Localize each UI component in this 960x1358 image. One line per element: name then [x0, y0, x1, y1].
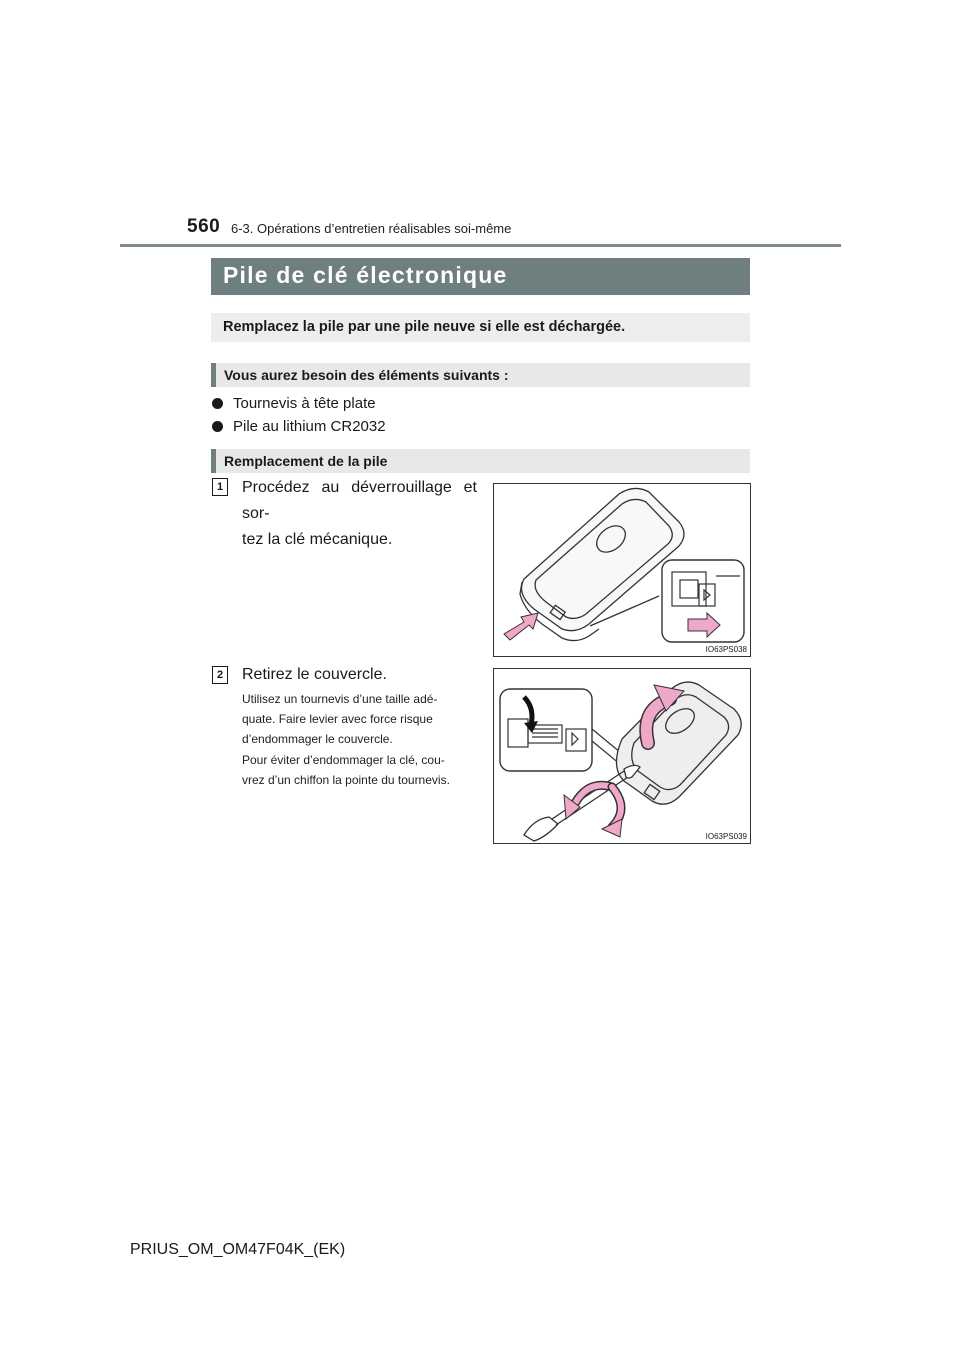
note-line: Pour éviter d’endommager la clé, cou-	[242, 753, 445, 767]
list-item-text: Pile au lithium CR2032	[233, 418, 386, 435]
key-unlock-illustration	[494, 484, 750, 656]
replacement-heading: Remplacement de la pile	[224, 453, 388, 469]
step-number-badge: 1	[212, 478, 228, 496]
list-item-text: Tournevis à tête plate	[233, 395, 376, 412]
bullet-icon	[212, 398, 223, 409]
document-footer: PRIUS_OM_OM47F04K_(EK)	[130, 1241, 346, 1258]
step-2-note	[242, 689, 478, 749]
items-heading-box	[211, 363, 750, 387]
figure-code-label: IO63PS038	[705, 645, 747, 654]
items-heading: Vous aurez besoin des éléments suivants :	[224, 367, 509, 383]
intro-box	[211, 313, 750, 342]
list-item	[212, 418, 386, 435]
figure-step-2	[493, 668, 751, 844]
step-1-text-line: tez la clé mécanique.	[242, 531, 393, 548]
chapter-header: 6-3. Opérations d’entretien réalisables soi-même	[231, 221, 512, 236]
heading-accent-bar	[211, 449, 216, 473]
section-title-bar	[211, 258, 750, 295]
figure-code-label: IO63PS039	[705, 832, 747, 841]
page-title: Pile de clé électronique	[223, 262, 508, 288]
step-1-text	[242, 475, 477, 553]
note-line: quate. Faire levier avec force risque	[242, 712, 433, 726]
intro-text: Remplacez la pile par une pile neuve si elle est déchargée.	[223, 319, 626, 335]
step-number-badge: 2	[212, 666, 228, 684]
header-rule	[120, 244, 841, 247]
replacement-heading-box	[211, 449, 750, 473]
step-2-text: Retirez le couvercle.	[242, 666, 387, 683]
figure-step-1	[493, 483, 751, 657]
step-2-note	[242, 750, 478, 790]
key-cover-removal-illustration	[494, 669, 750, 843]
bullet-icon	[212, 421, 223, 432]
step-1-text-line: Procédez au déverrouillage et sor-	[242, 479, 477, 522]
heading-accent-bar	[211, 363, 216, 387]
note-line: d’endommager le couvercle.	[242, 732, 393, 746]
note-line: Utilisez un tournevis d’une taille adé-	[242, 692, 438, 706]
page-number: 560	[187, 216, 221, 237]
note-line: vrez d’un chiffon la pointe du tournevis.	[242, 773, 450, 787]
list-item	[212, 395, 376, 412]
